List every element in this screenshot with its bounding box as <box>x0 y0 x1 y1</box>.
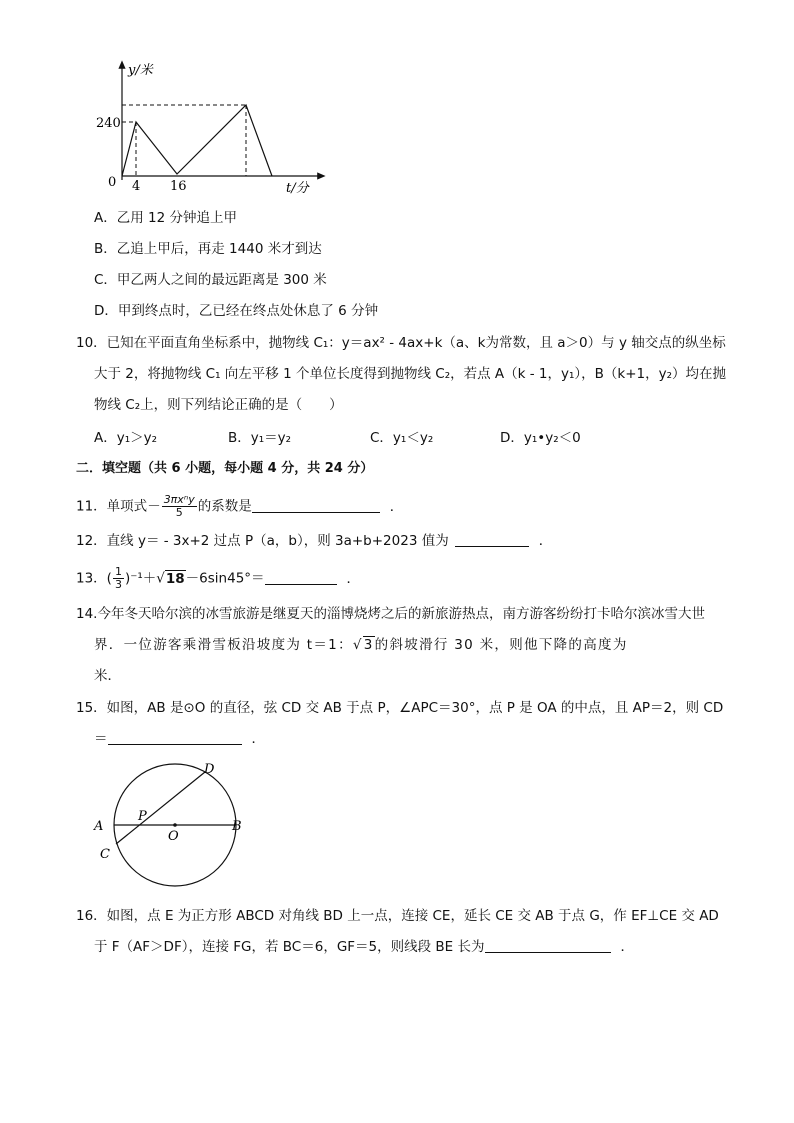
x-axis-label: t/分 <box>286 181 309 196</box>
chord-cd <box>116 772 205 844</box>
q14-line-2: 界．一位游客乘滑雪板沿坡度为 t＝1：√3的斜坡滑行 30 米，则他下降的高度为 <box>94 637 628 653</box>
q11-suffix: 的系数是 <box>197 498 252 515</box>
q9-option-a: A．乙用 12 分钟追上甲 <box>94 210 237 226</box>
q16-line-2 <box>94 938 634 956</box>
q9-option-d: D．甲到终点时，乙已经在终点处休息了 6 分钟 <box>94 303 379 319</box>
origin-label: 0 <box>108 175 117 190</box>
q16-line-1: 16．如图，点 E 为正方形 ABCD 对角线 BD 上一点，连接 CE，延长 CE 交 AB 于点 G，作 EF⊥CE 交 AD <box>76 908 719 924</box>
q11-frac-num: 3πxⁿy <box>163 493 195 506</box>
q13: 13．( $\frac{1}{3}$ )⁻¹＋√18－6sin45°＝ ． <box>76 565 361 591</box>
label-c: C <box>100 847 110 862</box>
q15-line-2 <box>94 730 265 748</box>
q10-line-2: 大于 2，将抛物线 C₁ 向左平移 1 个单位长度得到抛物线 C₂，若点 A（k - 1，y₁），B（k+1，y₂）均在抛 <box>94 366 727 382</box>
q11-end: ． <box>389 498 404 515</box>
q13-fraction <box>113 566 124 591</box>
q16-end: ． <box>620 939 635 955</box>
q10-option-c: C．y₁＜y₂ <box>370 430 434 446</box>
q10-line-3: 物线 C₂上，则下列结论正确的是（ ） <box>94 397 343 413</box>
q12 <box>76 532 552 550</box>
q13-frac-den: 3 <box>114 578 122 591</box>
q16-answer-blank[interactable] <box>485 938 611 953</box>
label-d: D <box>204 762 215 777</box>
q15-line-1: 15．如图，AB 是⊙O 的直径，弦 CD 交 AB 于点 P，∠APC＝30°，点 P 是 OA 的中点，且 AP＝2，则 CD <box>76 700 724 716</box>
q11-fraction <box>162 494 197 519</box>
q14-line-2-b: 的斜坡滑行 30 米，则他下降的高度为 <box>374 637 628 653</box>
q11-prefix: 11．单项式 <box>76 498 148 515</box>
graph-polyline <box>122 105 272 176</box>
q11-frac-den: 5 <box>175 506 183 519</box>
label-p: P <box>138 809 147 824</box>
q13-mid: )⁻¹＋ <box>124 570 157 587</box>
x-tick-16: 16 <box>170 179 187 194</box>
q12-end: ． <box>538 533 553 549</box>
q12-text: 12．直线 y＝ - 3x+2 过点 P（a，b），则 3a+b+2023 值为 <box>76 533 449 549</box>
q12-answer-blank[interactable] <box>455 532 529 547</box>
q11-answer-blank[interactable] <box>252 498 380 513</box>
q14-line-1: 14.今年冬天哈尔滨的冰雪旅游是继夏天的淄博烧烤之后的新旅游热点，南方游客纷纷打卡哈尔滨冰雪大世 <box>76 606 705 622</box>
distance-time-graph <box>96 58 330 198</box>
q11: 11．单项式－ $\frac{\text{3πxⁿy}}{5}$ 的系数是 ． <box>76 493 404 519</box>
q9-option-b: B．乙追上甲后，再走 1440 米才到达 <box>94 241 322 257</box>
label-b: B <box>232 819 242 834</box>
q9-option-c: C．甲乙两人之间的最远距离是 300 米 <box>94 272 327 288</box>
q16-line-2-text: 于 F（AF＞DF），连接 FG，若 BC＝6，GF＝5，则线段 BE 长为 <box>94 939 485 955</box>
q15-end: ． <box>251 731 265 747</box>
q10-option-b: B．y₁＝y₂ <box>228 430 292 446</box>
q10-option-a: A．y₁＞y₂ <box>94 430 158 446</box>
q14-line-2-a: 界．一位游客乘滑雪板沿坡度为 t＝1： <box>94 637 353 653</box>
y-tick-240: 240 <box>96 116 121 131</box>
q10-line-1: 10．已知在平面直角坐标系中，抛物线 C₁：y＝ax² - 4ax+k（a、k为常数，且 a＞0）与 y 轴交点的纵坐标 <box>76 335 726 351</box>
section-title: 二．填空题（共 6 小题，每小题 4 分，共 24 分） <box>76 461 374 476</box>
label-o: O <box>168 829 179 844</box>
q13-prefix: 13．( <box>76 570 112 587</box>
q15-answer-blank[interactable] <box>108 730 242 745</box>
q14-sqrt: 3 <box>363 637 374 653</box>
circle-figure <box>88 756 258 890</box>
center-dot <box>173 823 177 827</box>
q14-line-3: 米． <box>94 668 121 684</box>
q13-sqrt: 18 <box>165 570 185 587</box>
q15-line-2-prefix: ＝ <box>94 731 108 747</box>
q13-end: ． <box>346 570 361 587</box>
q10-option-d: D．y₁•y₂＜0 <box>500 430 581 446</box>
q13-rest: －6sin45°＝ <box>185 570 265 587</box>
q13-answer-blank[interactable] <box>265 570 337 585</box>
y-axis-label: y/米 <box>128 63 153 78</box>
x-tick-4: 4 <box>132 179 141 194</box>
label-a: A <box>94 819 104 834</box>
q13-frac-num: 1 <box>114 565 122 578</box>
